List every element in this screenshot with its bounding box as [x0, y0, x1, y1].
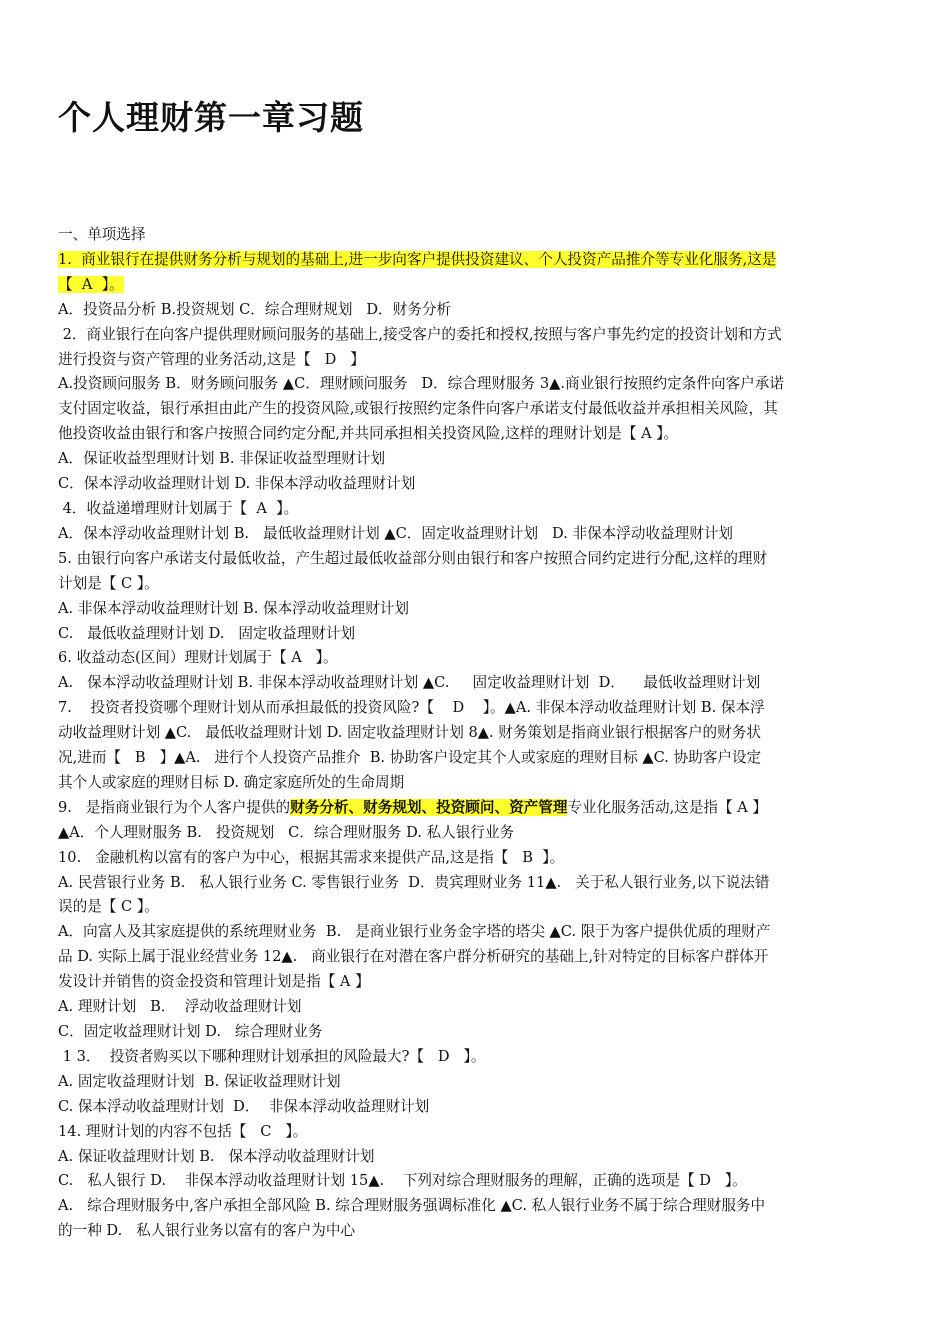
document-title: 个人理财第一章习题 — [58, 98, 364, 137]
options-5-line-1: A. 非保本浮动收益理财计划 B. 保本浮动收益理财计划 — [58, 599, 409, 617]
question-14: 14. 理财计划的内容不包括【 C 】。 — [58, 1122, 308, 1140]
question-5-line-2: 计划是【 C 】。 — [58, 574, 159, 592]
options-13-line-2: C. 保本浮动收益理财计划 D． 非保本浮动收益理财计划 — [58, 1097, 430, 1115]
options-10-question-11: A. 民营银行业务 B. 私人银行业务 C. 零售银行业务 D．贵宾理财业务 11▲. 关于私人银行业务,以下说法错 — [58, 873, 770, 891]
options-3-line-1: A．保证收益型理财计划 B. 非保证收益型理财计划 — [58, 450, 386, 468]
options-15-line-2: 的一种 D. 私人银行业务以富有的客户为中心 — [58, 1222, 356, 1240]
question-9-highlight: 财务分析、财务规划、投资顾问、资产管理 — [290, 798, 568, 816]
question-9 — [58, 796, 892, 821]
highlighted-answer-1: 【 A 】。 — [58, 275, 124, 293]
options-14-line-1: A. 保证收益理财计划 B. 保本浮动收益理财计划 — [58, 1147, 375, 1165]
question-7-line-2: 动收益理财计划 ▲C. 最低收益理财计划 D. 固定收益理财计划 8▲. 财务策划是指商业银行根据客户的财务状 — [58, 724, 761, 742]
question-7-line-1: 7. 投资者投资哪个理财计划从而承担最低的投资风险?【 D 】。▲A. 非保本浮动收益理财计划 B. 保本浮 — [58, 699, 765, 717]
options-1: A．投资品分析 B.投资规划 C．综合理财规划 D．财务分析 — [58, 300, 452, 318]
question-3-line-3: 他投资收益由银行和客户按照合同约定分配,并共同承担相关投资风险,这样的理财计划是【 A 】。 — [58, 425, 679, 443]
question-8-line-1: 况,进而【 B 】▲A. 进行个人投资产品推介 B. 协助客户设定其个人或家庭的理财目标 ▲C. 协助客户设定 — [58, 749, 762, 767]
options-14-question-15: C. 私人银行 D. 非保本浮动收益理财计划 15▲. 下列对综合理财服务的理解，正确的选项是【 D 】。 — [58, 1172, 747, 1190]
section-heading: 一、单项选择 — [58, 226, 146, 243]
options-5-line-2: C. 最低收益理财计划 D. 固定收益理财计划 — [58, 624, 356, 642]
options-13-line-1: A. 固定收益理财计划 B. 保证收益理财计划 — [58, 1072, 341, 1090]
options-12-line-2: C．固定收益理财计划 D. 综合理财业务 — [58, 1023, 323, 1040]
options-9: ▲A．个人理财服务 B. 投资规划 C．综合理财服务 D. 私人银行业务 — [58, 823, 515, 841]
question-1-line — [58, 248, 892, 273]
question-6: 6. 收益动态(区间）理财计划属于【 A 】。 — [58, 649, 338, 667]
document-body — [58, 223, 892, 1244]
question-2-line-1: 2．商业银行在向客户提供理财顾问服务的基础上,接受客户的委托和授权,按照与客户事先约定的投资计划和方式 — [58, 325, 782, 343]
options-4: A．保本浮动收益理财计划 B. 最低收益理财计划 ▲C．固定收益理财计划 D. 非保本浮动收益理财计划 — [58, 524, 734, 542]
question-12-line-2: 发设计并销售的资金投资和管理计划是指【 A 】 — [58, 973, 370, 991]
question-8-line-2: 其个人或家庭的理财目标 D. 确定家庭所处的生命周期 — [58, 773, 405, 791]
question-3-line-2: 支付固定收益，银行承担由此产生的投资风险,或银行按照约定条件向客户承诺支付最低收益并承担相关风险，其 — [58, 400, 778, 418]
question-9-prefix: 9. 是指商业银行为个人客户提供的 — [58, 798, 291, 816]
options-11-line-1: A．向富人及其家庭提供的系统理财业务 B. 是商业银行业务金字塔的塔尖 ▲C. 限于为客户提供优质的理财产 — [58, 923, 771, 941]
question-9-suffix: 专业化服务活动,这是指【 A 】 — [567, 798, 768, 816]
highlighted-question-1: 1. 商业银行在提供财务分析与规划的基础上,进一步向客户提供投资建议、个人投资产品推介等专业化服务,这是 — [58, 250, 777, 268]
options-6: A. 保本浮动收益理财计划 B. 非保本浮动收益理财计划 ▲C. 固定收益理财计划 D． 最低收益理财计划 — [58, 674, 761, 692]
question-11-line-2: 误的是【 C 】。 — [58, 898, 159, 916]
question-4: 4．收益递增理财计划属于【 A 】。 — [58, 499, 299, 517]
options-2-question-3: A.投资顾问服务 B．财务顾问服务 ▲C．理财顾问服务 D．综合理财服务 3▲.商业银行按照约定条件向客户承诺 — [58, 375, 784, 393]
question-1-answer-line — [58, 273, 892, 298]
question-10: 10. 金融机构以富有的客户为中心，根据其需求来提供产品,这是指【 B 】。 — [58, 848, 565, 866]
question-13: 1 3． 投资者购买以下哪种理财计划承担的风险最大?【 D 】。 — [58, 1047, 486, 1065]
options-3-line-2: C．保本浮动收益理财计划 D. 非保本浮动收益理财计划 — [58, 475, 416, 493]
options-15-line-1: A. 综合理财服务中,客户承担全部风险 B. 综合理财服务强调标准化 ▲C. 私人银行业务不属于综合理财服务中 — [58, 1197, 766, 1215]
options-11-question-12: 品 D. 实际上属于混业经营业务 12▲. 商业银行在对潜在客户群分析研究的基础上,针对特定的目标客户群体开 — [58, 948, 769, 966]
question-2-line-2: 进行投资与资产管理的业务活动,这是【 D 】 — [58, 350, 365, 368]
question-5-line-1: 5. 由银行向客户承诺支付最低收益，产生超过最低收益部分则由银行和客户按照合同约定进行分配,这样的理财 — [58, 549, 768, 567]
options-12-line-1: A. 理财计划 B． 浮动收益理财计划 — [58, 998, 302, 1016]
